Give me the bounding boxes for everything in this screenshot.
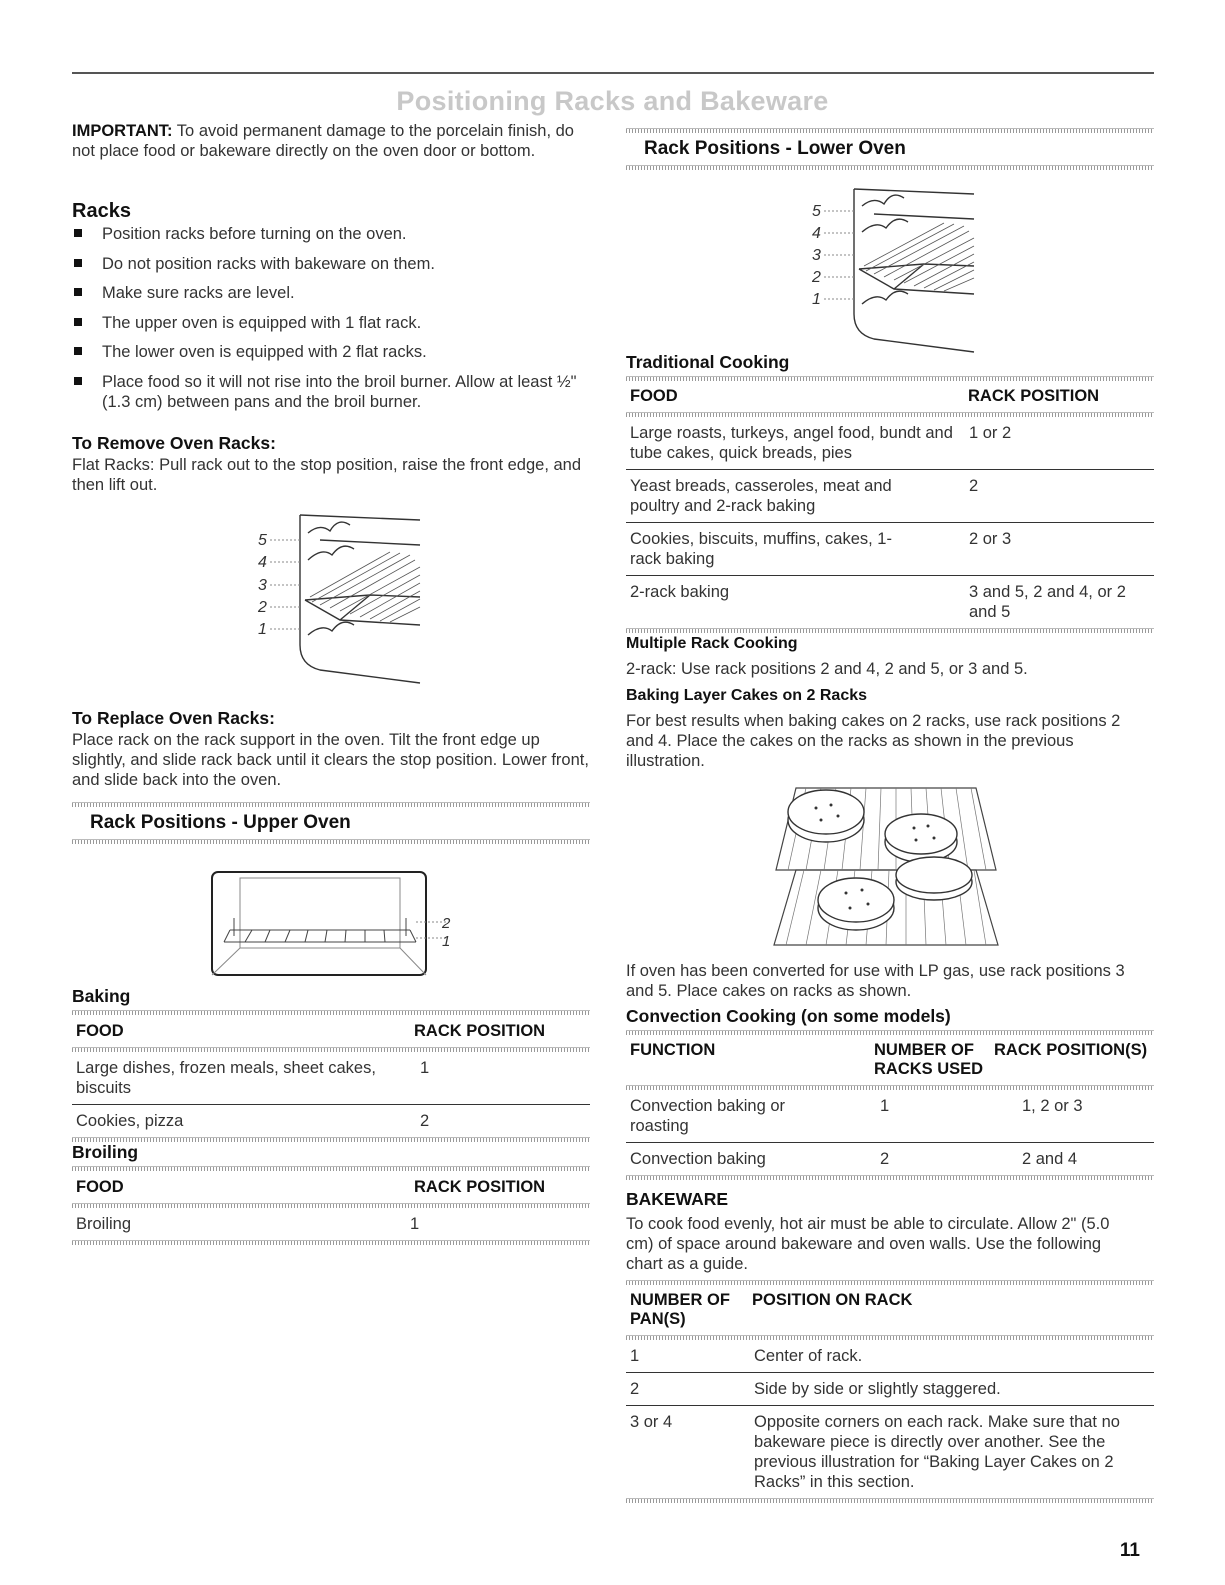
baking-table-block — [72, 1010, 590, 1142]
broiling-heading: Broiling — [72, 1142, 139, 1162]
racks-bullet — [72, 224, 587, 244]
traditional-table-body — [626, 417, 1154, 628]
rack-label: 5 — [258, 532, 267, 549]
upper-oven-section-header — [72, 802, 590, 844]
lower-oven-title: Rack Positions - Lower Oven — [644, 138, 906, 159]
baking-table-body — [72, 1052, 590, 1137]
table-header-row — [626, 1035, 1154, 1081]
racks-bullet — [72, 313, 587, 333]
bullet-square-icon — [74, 259, 82, 267]
table-cell: 2 — [626, 1373, 750, 1406]
table-cell: 1, 2 or 3 — [1018, 1090, 1154, 1143]
convection-heading: Convection Cooking (on some models) — [626, 1006, 951, 1026]
table-row — [626, 576, 1154, 629]
layer-cakes-text: For best results when baking cakes on 2 racks, use rack positions 2 and 4. Place the cakes on the racks as shown in the previous illustration. — [626, 712, 1121, 770]
table-header: RACK POSITION — [968, 387, 1100, 405]
table-cell: 2 — [965, 470, 1154, 523]
replace-racks-heading: To Replace Oven Racks: — [72, 708, 275, 728]
bakeware-table — [626, 1285, 1154, 1331]
table-row — [72, 1208, 590, 1240]
table-cell: 1 — [410, 1215, 420, 1233]
table-header-row — [626, 1285, 1154, 1331]
bakeware-table-body — [626, 1340, 1154, 1498]
table-cell: 2 and 4 — [1022, 1150, 1078, 1168]
rack-label: 2 — [442, 915, 451, 932]
table-cell: 1 — [626, 1340, 750, 1373]
page-title: Positioning Racks and Bakeware — [396, 86, 829, 116]
bullet-square-icon — [74, 347, 82, 355]
important-label: IMPORTANT: — [72, 122, 173, 140]
convection-table-body — [626, 1090, 1154, 1175]
table-row — [626, 523, 1154, 576]
bullet-square-icon — [74, 377, 82, 385]
bullet-text: The lower oven is equipped with 2 flat racks. — [102, 343, 427, 361]
bakeware-heading: BAKEWARE — [626, 1189, 729, 1209]
table-cell: Yeast breads, casseroles, meat and poultry and 2-rack baking — [626, 470, 965, 523]
upper-oven-title: Rack Positions - Upper Oven — [90, 812, 351, 833]
table-cell: Cookies, pizza — [76, 1112, 184, 1130]
racks-bullet — [72, 283, 587, 303]
broiling-table-body — [72, 1208, 590, 1240]
rack-label: 1 — [442, 933, 451, 950]
divider — [626, 165, 1154, 170]
table-header-row — [626, 381, 1154, 408]
table-header: POSITION ON RACK — [752, 1291, 913, 1309]
divider — [72, 1137, 590, 1142]
lower-oven-section-header — [626, 128, 1154, 170]
rack-label: 3 — [258, 577, 267, 594]
rack-label: 2 — [812, 269, 821, 286]
lower-oven-rack-positions-illustration — [804, 184, 1004, 354]
convection-table — [626, 1035, 1154, 1081]
table-cell: Large roasts, turkeys, angel food, bundt and tube cakes, quick breads, pies — [626, 417, 965, 470]
traditional-table — [626, 381, 1154, 408]
rack-label: 2 — [258, 599, 267, 616]
racks-bullet — [72, 342, 587, 362]
bullet-square-icon — [74, 318, 82, 326]
oven-rack-positions-illustration — [250, 505, 450, 685]
bullet-text: The upper oven is equipped with 1 flat rack. — [102, 313, 422, 332]
baking-heading: Baking — [72, 986, 131, 1006]
table-row — [626, 417, 1154, 470]
rack-label: 4 — [258, 554, 267, 571]
table-header: RACK POSITION — [414, 1178, 546, 1196]
table-cell: 1 — [876, 1090, 1018, 1143]
divider — [72, 839, 590, 844]
divider — [626, 628, 1154, 633]
multiple-rack-heading: Multiple Rack Cooking — [626, 635, 798, 652]
table-cell: 1 — [416, 1052, 590, 1105]
table-row — [626, 1090, 1154, 1143]
important-text: To avoid permanent damage to the porcelain finish, do not place food or bakeware directly on the oven door or bottom. — [72, 122, 574, 160]
table-header-row — [72, 1171, 590, 1199]
table-header: RACK POSITION — [414, 1022, 546, 1040]
table-cell: Broiling — [76, 1215, 132, 1233]
table-cell: Center of rack. — [750, 1340, 1154, 1373]
important-note — [72, 121, 587, 161]
bullet-square-icon — [74, 229, 82, 237]
bullet-text: Do not position racks with bakeware on them. — [102, 254, 435, 273]
table-header: FOOD — [76, 1022, 124, 1040]
table-row — [626, 470, 1154, 523]
racks-bullet-list — [72, 224, 587, 421]
table-cell: 3 or 4 — [630, 1413, 673, 1431]
table-cell: 3 and 5, 2 and 4, or 2 and 5 — [969, 583, 1126, 621]
table-header: FUNCTION — [630, 1041, 716, 1059]
table-cell: Large dishes, frozen meals, sheet cakes, biscuits — [72, 1052, 416, 1105]
bullet-text: Position racks before turning on the oven. — [102, 225, 407, 243]
broiling-table-block — [72, 1166, 590, 1245]
racks-heading: Racks — [72, 200, 131, 222]
table-cell: Side by side or slightly staggered. — [750, 1373, 1154, 1406]
table-cell: 2-rack baking — [630, 583, 730, 601]
table-row — [626, 1406, 1154, 1499]
table-cell: 2 or 3 — [965, 523, 1154, 576]
racks-bullet — [72, 254, 587, 274]
table-header: NUMBER OF PAN(S) — [630, 1291, 730, 1328]
racks-bullet — [72, 372, 587, 412]
table-header: FOOD — [630, 387, 678, 405]
table-header-row — [72, 1015, 590, 1043]
table-cell: Convection baking — [630, 1150, 766, 1168]
upper-oven-rack-illustration — [210, 870, 460, 980]
rack-label: 1 — [812, 291, 821, 308]
divider — [72, 1240, 590, 1245]
top-rule — [72, 72, 1154, 74]
broiling-table — [72, 1171, 590, 1199]
multiple-rack-text: 2-rack: Use rack positions 2 and 4, 2 and 5, or 3 and 5. — [626, 660, 1028, 678]
replace-racks-text: Place rack on the rack support in the oven. Tilt the front edge up slightly, and slide rack back until it clears the stop position. Lower front, and slide back into the oven. — [72, 731, 589, 789]
table-row — [626, 1340, 1154, 1373]
table-row — [72, 1052, 590, 1105]
rack-label: 1 — [258, 621, 267, 638]
traditional-table-block — [626, 376, 1154, 633]
divider — [626, 1498, 1154, 1503]
bullet-text: Make sure racks are level. — [102, 284, 295, 302]
table-cell: Opposite corners on each rack. Make sure that no bakeware piece is directly over another. See the previous illustration for “Baking Layer Cakes on 2 Racks” in this section. — [754, 1413, 1120, 1491]
table-row — [626, 1373, 1154, 1406]
bullet-text: Place food so it will not rise into the broil burner. Allow at least ½" (1.3 cm) between pans and the broil burner. — [102, 372, 577, 411]
remove-racks-heading: To Remove Oven Racks: — [72, 433, 276, 453]
table-cell: 2 — [880, 1150, 890, 1168]
cakes-on-racks-illustration — [766, 780, 1006, 952]
table-cell: Cookies, biscuits, muffins, cakes, 1-rack baking — [626, 523, 965, 576]
table-header: RACK POSITION(S) — [994, 1041, 1148, 1059]
table-row — [72, 1105, 590, 1138]
lp-gas-text: If oven has been converted for use with LP gas, use rack positions 3 and 5. Place cakes on racks as shown. — [626, 962, 1125, 1000]
table-cell: 2 — [420, 1112, 430, 1130]
convection-table-block — [626, 1030, 1154, 1180]
table-header: FOOD — [76, 1178, 124, 1196]
remove-racks-text: Flat Racks: Pull rack out to the stop position, raise the front edge, and then lift out. — [72, 456, 582, 494]
table-cell: Convection baking or roasting — [626, 1090, 876, 1143]
layer-cakes-heading: Baking Layer Cakes on 2 Racks — [626, 687, 868, 704]
table-row — [626, 1143, 1154, 1176]
bakeware-text: To cook food evenly, hot air must be able to circulate. Allow 2" (5.0 cm) of space around bakeware and oven walls. Use the following chart as a guide. — [626, 1215, 1110, 1273]
rack-label: 3 — [812, 247, 821, 264]
traditional-cooking-heading: Traditional Cooking — [626, 352, 790, 372]
page-number: 11 — [1119, 1540, 1140, 1561]
bakeware-table-block — [626, 1280, 1154, 1503]
baking-table — [72, 1015, 590, 1043]
table-header: NUMBER OF RACKS USED — [874, 1041, 984, 1078]
table-cell: 1 or 2 — [965, 417, 1154, 470]
rack-label: 4 — [812, 225, 821, 242]
rack-label: 5 — [812, 203, 821, 220]
bullet-square-icon — [74, 288, 82, 296]
divider — [626, 1175, 1154, 1180]
